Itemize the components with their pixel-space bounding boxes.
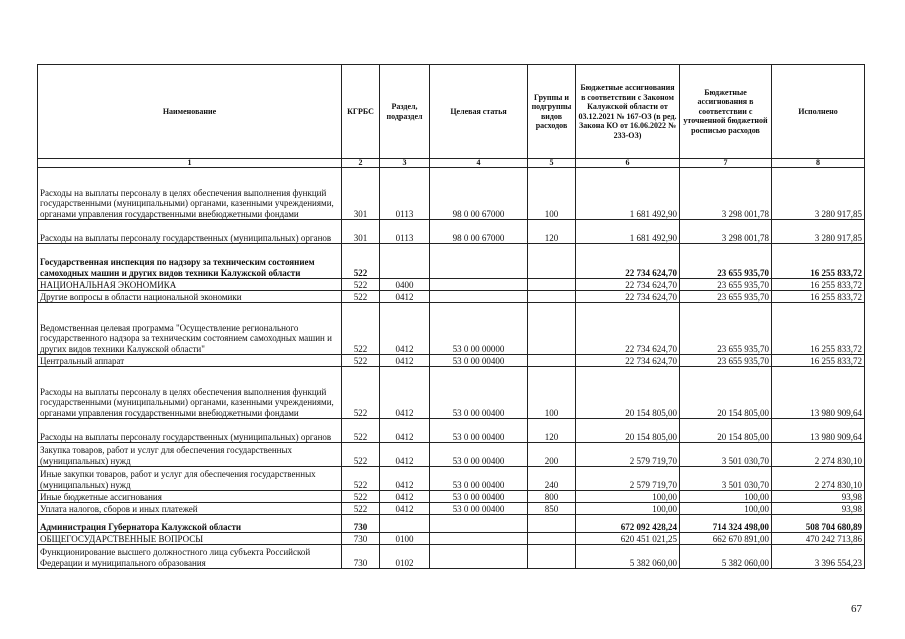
row-group: 200: [528, 443, 576, 467]
row-budget-updated: 23 655 935,70: [680, 303, 772, 355]
table-row: [38, 303, 865, 355]
column-number: 3: [380, 159, 430, 168]
column-number: 4: [430, 159, 528, 168]
row-section: 0102: [380, 545, 430, 569]
row-section: 0412: [380, 367, 430, 419]
row-kgrbs: 522: [342, 303, 380, 355]
row-budget-law: 620 451 021,25: [576, 533, 680, 545]
row-name: ОБЩЕГОСУДАРСТВЕННЫЕ ВОПРОСЫ: [38, 533, 342, 545]
header-executed: Исполнено: [772, 65, 865, 159]
row-budget-updated: 100,00: [680, 503, 772, 515]
row-section: 0113: [380, 168, 430, 220]
row-budget-law: 1 681 492,90: [576, 168, 680, 220]
table-row: [38, 515, 865, 533]
row-target: 53 0 00 00400: [430, 467, 528, 491]
row-executed: 470 242 713,86: [772, 533, 865, 545]
column-number: 8: [772, 159, 865, 168]
row-name: Иные бюджетные ассигнования: [38, 491, 342, 503]
row-executed: 16 255 833,72: [772, 279, 865, 291]
row-target: 53 0 00 00000: [430, 303, 528, 355]
row-target: 98 0 00 67000: [430, 168, 528, 220]
row-group: [528, 545, 576, 569]
row-executed: 3 396 554,23: [772, 545, 865, 569]
header-groups: Группы и подгруппы видов расходов: [528, 65, 576, 159]
row-target: 98 0 00 67000: [430, 220, 528, 244]
row-target: [430, 515, 528, 533]
row-section: 0412: [380, 291, 430, 303]
table-row: [38, 367, 865, 419]
row-budget-law: 22 734 624,70: [576, 279, 680, 291]
column-number: 5: [528, 159, 576, 168]
row-name: Администрация Губернатора Калужской области: [38, 515, 342, 533]
row-budget-updated: 3 501 030,70: [680, 467, 772, 491]
row-budget-updated: 100,00: [680, 491, 772, 503]
column-number-row: [38, 159, 865, 168]
column-number: 6: [576, 159, 680, 168]
row-target: 53 0 00 00400: [430, 355, 528, 367]
row-section: 0412: [380, 467, 430, 491]
table-row: [38, 533, 865, 545]
row-section: 0412: [380, 491, 430, 503]
row-name: Ведомственная целевая программа "Осуществление регионального государственного надзора за техническим состоянием самоходных машин и других видов техники Калужской области": [38, 303, 342, 355]
row-executed: 16 255 833,72: [772, 291, 865, 303]
row-budget-updated: 662 670 891,00: [680, 533, 772, 545]
header-section: Раздел, подраздел: [380, 65, 430, 159]
row-kgrbs: 522: [342, 244, 380, 279]
row-kgrbs: 730: [342, 545, 380, 569]
row-group: 850: [528, 503, 576, 515]
row-name: Расходы на выплаты персоналу государственных (муниципальных) органов: [38, 220, 342, 244]
table-row: [38, 419, 865, 443]
row-group: 120: [528, 220, 576, 244]
row-kgrbs: 522: [342, 367, 380, 419]
row-executed: 508 704 680,89: [772, 515, 865, 533]
row-name: Другие вопросы в области национальной экономики: [38, 291, 342, 303]
row-group: [528, 291, 576, 303]
row-group: 120: [528, 419, 576, 443]
table-row: [38, 503, 865, 515]
row-name: Расходы на выплаты персоналу в целях обеспечения выполнения функций государственными (муниципальными) органами, казенными учреждениями, органами управления государственными внебюджетными фондами: [38, 367, 342, 419]
row-kgrbs: 522: [342, 355, 380, 367]
row-budget-law: 22 734 624,70: [576, 355, 680, 367]
table-header-row: [38, 65, 865, 159]
row-name: Функционирование высшего должностного лица субъекта Российской Федерации и муниципального образования: [38, 545, 342, 569]
row-target: 53 0 00 00400: [430, 443, 528, 467]
column-number: 7: [680, 159, 772, 168]
row-budget-law: 672 092 428,24: [576, 515, 680, 533]
row-budget-updated: 23 655 935,70: [680, 291, 772, 303]
row-section: 0100: [380, 533, 430, 545]
table-row: [38, 545, 865, 569]
row-name: Уплата налогов, сборов и иных платежей: [38, 503, 342, 515]
row-target: [430, 244, 528, 279]
row-kgrbs: 730: [342, 515, 380, 533]
row-target: [430, 545, 528, 569]
row-section: 0412: [380, 503, 430, 515]
row-group: [528, 244, 576, 279]
row-budget-updated: 23 655 935,70: [680, 279, 772, 291]
row-group: [528, 355, 576, 367]
row-group: [528, 533, 576, 545]
row-executed: 16 255 833,72: [772, 244, 865, 279]
row-target: 53 0 00 00400: [430, 419, 528, 443]
table-row: [38, 443, 865, 467]
row-section: 0412: [380, 443, 430, 467]
column-number: 2: [342, 159, 380, 168]
row-budget-law: 22 734 624,70: [576, 244, 680, 279]
header-kgrbs: КГРБС: [342, 65, 380, 159]
row-section: 0113: [380, 220, 430, 244]
row-budget-updated: 3 501 030,70: [680, 443, 772, 467]
row-budget-law: 22 734 624,70: [576, 291, 680, 303]
row-name: Центральный аппарат: [38, 355, 342, 367]
row-budget-law: 100,00: [576, 491, 680, 503]
row-budget-updated: 3 298 001,78: [680, 168, 772, 220]
header-budget-updated: Бюджетные ассигнования в соответствии с уточненной бюджетной росписью расходов: [680, 65, 772, 159]
header-budget-law: Бюджетные ассигнования в соответствии с Законом Калужской области от 03.12.2021 № 167-ОЗ (в ред. Закона КО от 16.06.2022 № 233-ОЗ): [576, 65, 680, 159]
row-kgrbs: 522: [342, 291, 380, 303]
row-target: [430, 279, 528, 291]
row-group: 240: [528, 467, 576, 491]
row-name: Государственная инспекция по надзору за техническим состоянием самоходных машин и других видов техники Калужской области: [38, 244, 342, 279]
row-kgrbs: 522: [342, 503, 380, 515]
row-budget-updated: 714 324 498,00: [680, 515, 772, 533]
row-executed: 13 980 909,64: [772, 367, 865, 419]
row-executed: 3 280 917,85: [772, 168, 865, 220]
row-executed: 16 255 833,72: [772, 303, 865, 355]
row-group: [528, 279, 576, 291]
row-budget-law: 20 154 805,00: [576, 367, 680, 419]
row-budget-updated: 3 298 001,78: [680, 220, 772, 244]
table-row: [38, 491, 865, 503]
header-target: Целевая статья: [430, 65, 528, 159]
row-target: 53 0 00 00400: [430, 503, 528, 515]
row-name: Иные закупки товаров, работ и услуг для обеспечения государственных (муниципальных) нужд: [38, 467, 342, 491]
row-budget-updated: 5 382 060,00: [680, 545, 772, 569]
row-executed: 3 280 917,85: [772, 220, 865, 244]
row-target: 53 0 00 00400: [430, 367, 528, 419]
row-section: 0412: [380, 419, 430, 443]
page-number: 67: [851, 603, 862, 615]
row-section: 0400: [380, 279, 430, 291]
row-budget-law: 100,00: [576, 503, 680, 515]
row-kgrbs: 301: [342, 168, 380, 220]
row-target: [430, 533, 528, 545]
table-row: [38, 244, 865, 279]
header-name: Наименование: [38, 65, 342, 159]
column-number: 1: [38, 159, 342, 168]
row-budget-law: 20 154 805,00: [576, 419, 680, 443]
row-target: 53 0 00 00400: [430, 491, 528, 503]
row-kgrbs: 730: [342, 533, 380, 545]
row-executed: 16 255 833,72: [772, 355, 865, 367]
row-budget-law: 1 681 492,90: [576, 220, 680, 244]
budget-execution-table: [37, 64, 865, 569]
row-executed: 93,98: [772, 503, 865, 515]
row-executed: 2 274 830,10: [772, 443, 865, 467]
row-group: 100: [528, 367, 576, 419]
row-budget-law: 22 734 624,70: [576, 303, 680, 355]
row-executed: 13 980 909,64: [772, 419, 865, 443]
row-budget-updated: 20 154 805,00: [680, 367, 772, 419]
row-section: [380, 515, 430, 533]
row-section: 0412: [380, 303, 430, 355]
row-budget-law: 5 382 060,00: [576, 545, 680, 569]
row-group: 800: [528, 491, 576, 503]
row-name: НАЦИОНАЛЬНАЯ ЭКОНОМИКА: [38, 279, 342, 291]
row-section: [380, 244, 430, 279]
row-group: [528, 303, 576, 355]
row-name: Расходы на выплаты персоналу государственных (муниципальных) органов: [38, 419, 342, 443]
row-budget-updated: 20 154 805,00: [680, 419, 772, 443]
table-row: [38, 291, 865, 303]
row-kgrbs: 522: [342, 279, 380, 291]
row-target: [430, 291, 528, 303]
table-row: [38, 168, 865, 220]
row-budget-updated: 23 655 935,70: [680, 244, 772, 279]
table-row: [38, 467, 865, 491]
table-row: [38, 220, 865, 244]
row-kgrbs: 301: [342, 220, 380, 244]
row-section: 0412: [380, 355, 430, 367]
row-budget-law: 2 579 719,70: [576, 443, 680, 467]
table-row: [38, 279, 865, 291]
row-kgrbs: 522: [342, 419, 380, 443]
row-name: Закупка товаров, работ и услуг для обеспечения государственных (муниципальных) нужд: [38, 443, 342, 467]
row-group: [528, 515, 576, 533]
row-kgrbs: 522: [342, 467, 380, 491]
table-row: [38, 355, 865, 367]
row-budget-updated: 23 655 935,70: [680, 355, 772, 367]
row-group: 100: [528, 168, 576, 220]
row-name: Расходы на выплаты персоналу в целях обеспечения выполнения функций государственными (муниципальными) органами, казенными учреждениями, органами управления государственными внебюджетными фондами: [38, 168, 342, 220]
row-executed: 93,98: [772, 491, 865, 503]
row-kgrbs: 522: [342, 491, 380, 503]
row-executed: 2 274 830,10: [772, 467, 865, 491]
row-budget-law: 2 579 719,70: [576, 467, 680, 491]
row-kgrbs: 522: [342, 443, 380, 467]
